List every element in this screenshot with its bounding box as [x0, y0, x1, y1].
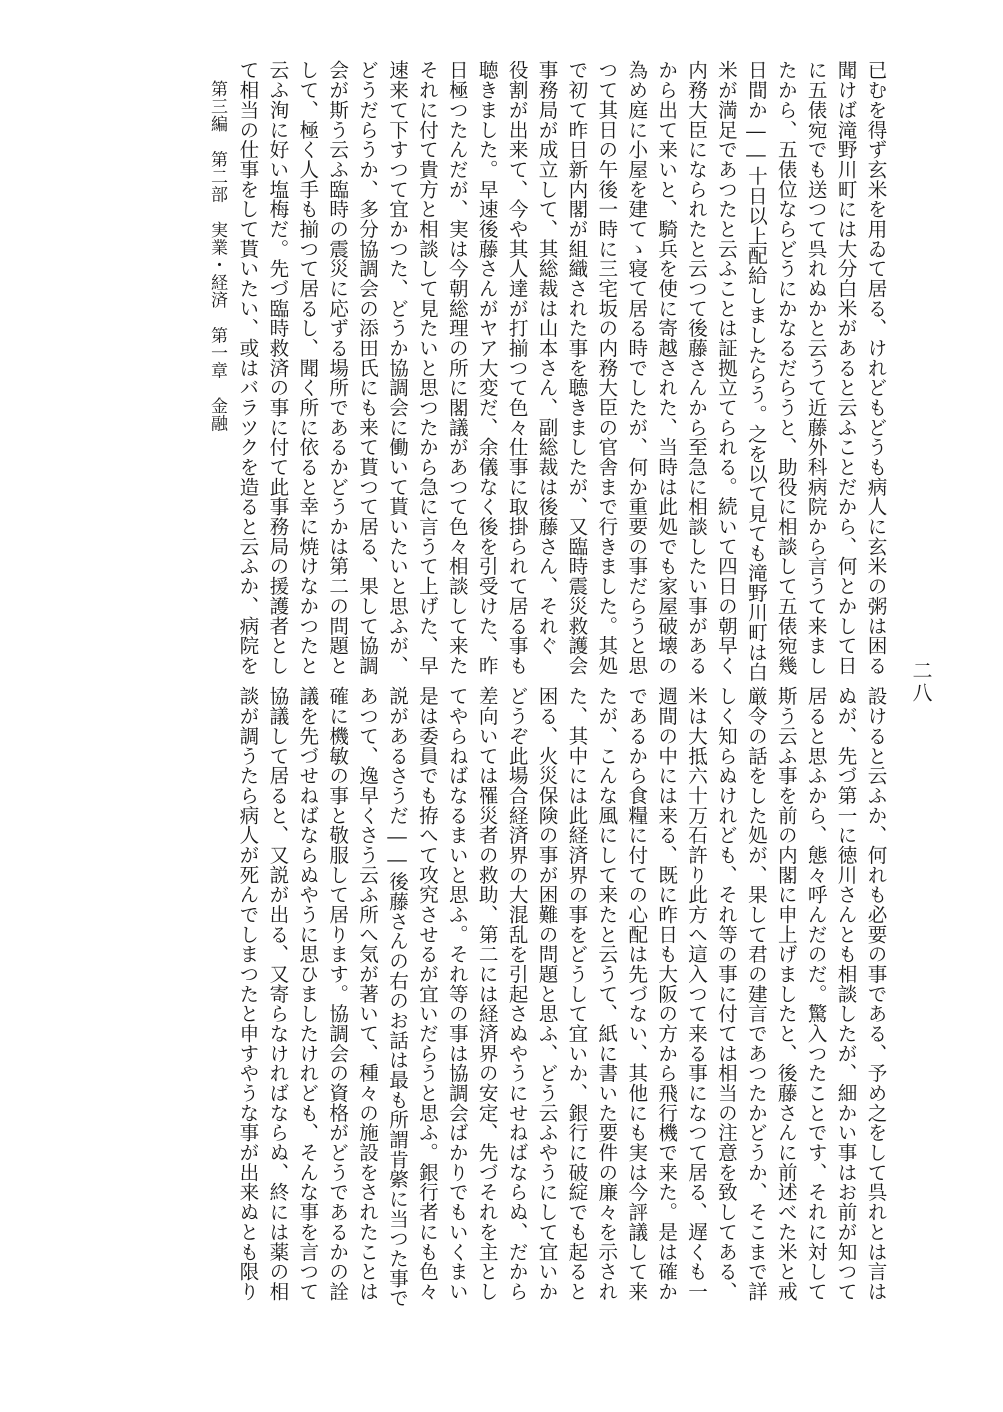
text-column: 居ると思ふから、態々呼んだのだ。驚入つたことです、それに対して: [804, 686, 828, 1302]
text-column: で初て昨日新内閣が組織された事を聴きましたが、又臨時震災救護会: [564, 60, 588, 676]
text-column: 米が満足であつたと云ふことは証拠立てられる。続いて四日の朝早く: [714, 60, 738, 676]
text-block-upper: [80, 60, 890, 682]
text-column: 役割が出来て、今や其人達が打揃つて色々仕事に取掛られて居る事も: [505, 60, 529, 676]
text-column: して、極く人手も揃つて居るし、聞く所に依ると幸に焼けなかつたと: [295, 60, 319, 676]
text-column: てやらねばなるまいと思ふ。それ等の事は協調会ばかりでもいくまい: [445, 686, 469, 1302]
text-column: 協議して居ると、又説が出る、又寄らなければならぬ、終には薬の相: [265, 686, 289, 1302]
text-column: 差向いては罹災者の救助、第二には経済界の安定、先づそれを主とし: [475, 686, 499, 1302]
text-column: 斯う云ふ事を前の内閣に申上げましたと、後藤さんに前述べた米と戒: [774, 686, 798, 1302]
text-column: 云ふ洵に好い塩梅だ。先づ臨時救済の事に付て此事務局の援護者とし: [265, 60, 289, 676]
text-column: あつて、逸早くさう云ふ所へ気が著いて、種々の施設をされたことは: [355, 686, 379, 1302]
text-column: どうぞ此場合経済界の大混乱を引起さぬやうにせねばならぬ、だから: [505, 686, 529, 1302]
text-column: 米は大抵六十万石許り此方へ這入つて来る事になつて居る、遅くも一: [684, 686, 708, 1302]
text-column: 為め庭に小屋を建てゝ寝て居る時でしたが、何か重要の事だらうと思: [624, 60, 648, 676]
page-number: 二八: [909, 660, 933, 704]
text-column: 会が斯う云ふ臨時の震災に応ずる場所であるかどうかは第二の問題と: [325, 60, 349, 676]
text-column: 談が調うたら病人が死んでしまつたと申すやうな事が出来ぬとも限り: [235, 686, 259, 1302]
text-column: 説があるさうだ――後藤さんの右のお話は最も所謂肯綮に当つた事で: [385, 686, 409, 1308]
running-header: 第三編 第二部 実業・経済 第一章 金融: [207, 80, 227, 432]
text-column: 週間の中には来る、既に昨日も大阪の方から飛行機で来た。是は確か: [654, 686, 678, 1302]
text-column: から出て来いと、騎兵を使に寄越された、当時は此処でも家屋破壊の: [654, 60, 678, 676]
text-column: 事務局が成立して、其総裁は山本さん、副総裁は後藤さん、それぐ: [535, 60, 559, 656]
text-column: 確に機敏の事と敬服して居ります。協調会の資格がどうであるかの詮: [325, 686, 349, 1302]
text-column: て相当の仕事をして貰いたい、或はバラツクを造ると云ふか、病院を: [235, 60, 259, 676]
text-column: それに付て貴方と相談して見たいと思つたから急に言うて上げた、早: [415, 60, 439, 676]
text-column: たから、五俵位ならどうにかなるだらうと、助役に相談して五俵宛幾: [774, 60, 798, 676]
text-column: 設けると云ふか、何れも必要の事である、予め之をして呉れとは言は: [864, 686, 887, 1302]
text-column: つて其日の午後一時に三宅坂の内務大臣の官舎まで行きました。其処: [594, 60, 618, 676]
text-column: 是は委員でも拵へて攻究させるが宜いだらうと思ふ。銀行者にも色々: [415, 686, 439, 1302]
text-column: しく知らぬけれども、それ等の事に付ては相当の注意を致してある、: [714, 686, 738, 1302]
text-column: た、其中には此経済界の事をどうして宜いか、銀行に破綻でも起ると: [564, 686, 588, 1302]
text-column: 内務大臣になられたと云つて後藤さんから至急に相談したい事がある: [684, 60, 708, 676]
text-column: ぬが、先づ第一に徳川さんとも相談したが、細かい事はお前が知つて: [834, 686, 858, 1302]
text-column: どうだらうか、多分協調会の添田氏にも来て貰つて居る、果して協調: [355, 60, 379, 676]
text-column: 厳令の話をした処が、果して君の建言であつたかどうか、そこまで詳: [744, 686, 768, 1302]
text-column: 議を先づせねばならぬやうに思ひましたけれども、そんな事を言つて: [295, 686, 319, 1302]
text-column: たが、こんな風にして来たと云うて、紙に書いた要件の廉々を示され: [594, 686, 618, 1302]
text-column: 已むを得ず玄米を用ゐて居る、けれどもどうも病人に玄米の粥は困る: [864, 60, 887, 676]
text-column: 日間か――十日以上配給しましたらう。之を以て見ても滝野川町は白: [744, 60, 768, 682]
text-column: であるから食糧に付ての心配は先づない、其他にも実は今評議して来: [624, 686, 648, 1302]
text-column: 聴きました。早速後藤さんがヤア大変だ、余儀なく後を引受けた、昨: [475, 60, 499, 676]
text-column: 速来て下すつて宜かつた、どうか協調会に働いて貰いたいと思ふが、: [385, 60, 409, 676]
text-block-lower: [80, 686, 890, 1356]
text-column: に五俵宛でも送つて呉れぬかと云うて近藤外科病院から言うて来まし: [804, 60, 828, 676]
text-column: 聞けば滝野川町には大分白米があると云ふことだから、何とかして日: [834, 60, 858, 676]
text-column: 日極つたんだが、実は今朝総理の所に閣議があつて色々相談して来た: [445, 60, 469, 676]
text-column: 困る、火災保険の事が困難の問題と思ふ、どう云ふやうにして宜いか: [535, 686, 559, 1302]
